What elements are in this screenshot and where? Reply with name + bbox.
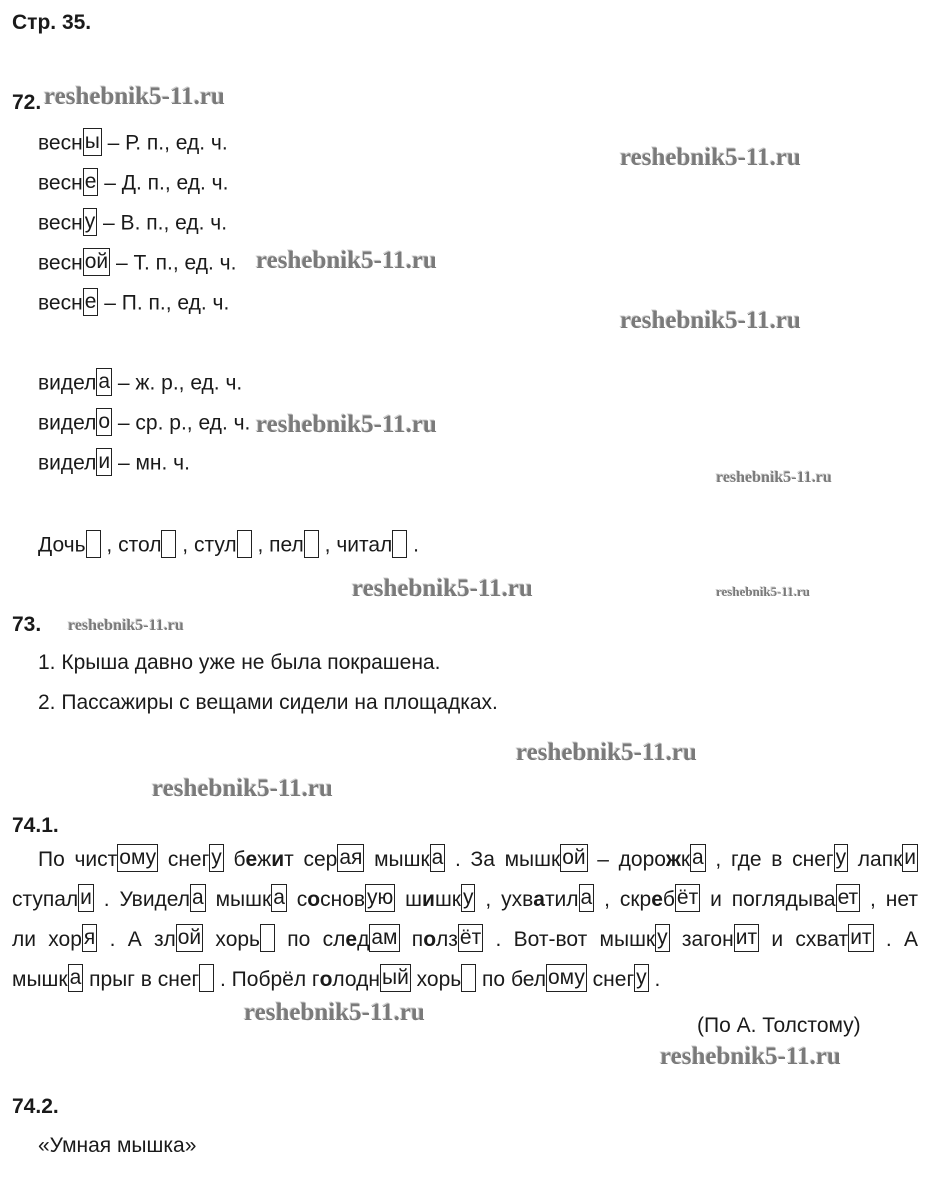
gender-description: – мн. ч. [117, 451, 190, 475]
watermark: reshebnik5-11.ru [620, 144, 801, 171]
case-description: – Д. п., ед. ч. [104, 171, 229, 195]
word-stem: весн [38, 251, 83, 275]
noun-row-1 [38, 132, 228, 156]
word: стул [193, 533, 237, 557]
word-stem: видел [38, 411, 97, 435]
verb-row-2 [38, 412, 250, 436]
word-stem: весн [38, 291, 83, 315]
ending-box: а [96, 368, 112, 396]
word-stem: видел [38, 371, 97, 395]
empty-ending-box [392, 530, 407, 558]
watermark: reshebnik5-11.ru [620, 307, 801, 334]
author-attribution: (По А. Толстому) [697, 1014, 861, 1037]
zero-ending-row [38, 534, 419, 558]
word: стол [118, 533, 162, 557]
noun-row-5 [38, 292, 229, 316]
word-stem: видел [38, 451, 97, 475]
watermark: reshebnik5-11.ru [716, 469, 832, 486]
watermark: reshebnik5-11.ru [516, 739, 697, 766]
watermark: reshebnik5-11.ru [152, 775, 333, 802]
exercise-number-74-1: 74.1. [12, 814, 59, 837]
comma: , [324, 533, 331, 557]
noun-row-4 [38, 252, 236, 276]
watermark: reshebnik5-11.ru [660, 1043, 841, 1070]
comma: , [257, 533, 264, 557]
ending-box: ой [83, 248, 110, 276]
case-description: – Р. п., ед. ч. [107, 131, 228, 155]
exercise-number-73: 73. [12, 613, 42, 636]
verb-row-3 [38, 452, 190, 476]
empty-ending-box [86, 530, 101, 558]
ending-box: и [96, 448, 112, 476]
word: Дочь [38, 533, 86, 557]
watermark: reshebnik5-11.ru [68, 617, 184, 634]
exercise-number-72: 72. [12, 91, 42, 114]
text-line-1: По чистому снегу бежит серая мышка . За мышкой – дорожка , где в снегу лапки [38, 846, 916, 871]
ending-box: у [83, 208, 98, 236]
case-description: – В. п., ед. ч. [103, 211, 228, 235]
ending-box: о [96, 408, 112, 436]
empty-ending-box [304, 530, 319, 558]
empty-ending-box [237, 530, 252, 558]
sentence-1: 1. Крыша давно уже не была покрашена. [38, 651, 441, 674]
text-line-3: ли хоря . А злой хорь по следам ползёт . Вот-вот мышку загонит и схватит . А [12, 926, 918, 951]
gender-description: – ж. р., ед. ч. [117, 371, 243, 395]
word-stem: весн [38, 131, 83, 155]
word: читал [336, 533, 393, 557]
word: пел [269, 533, 304, 557]
period: . [413, 533, 419, 557]
dictation-text [12, 840, 918, 1000]
case-description: – П. п., ед. ч. [104, 291, 230, 315]
text-line-4: мышка прыг в снег . Побрёл голодный хорь по белому снегу . [12, 966, 661, 991]
watermark: reshebnik5-11.ru [256, 247, 437, 274]
empty-ending-box [161, 530, 176, 558]
comma: , [182, 533, 189, 557]
ending-box: е [83, 168, 99, 196]
ending-box: е [83, 288, 99, 316]
text-line-2: ступали . Увидела мышка сосновую шишку , ухватила , скребёт и поглядывает , нет [12, 886, 918, 911]
comma: , [106, 533, 113, 557]
watermark: reshebnik5-11.ru [256, 411, 437, 438]
watermark: reshebnik5-11.ru [244, 999, 425, 1026]
ending-box: ы [83, 128, 102, 156]
word-stem: весн [38, 171, 83, 195]
sentence-2: 2. Пассажиры с вещами сидели на площадках. [38, 691, 498, 714]
watermark: reshebnik5-11.ru [44, 83, 225, 110]
noun-row-3 [38, 212, 227, 236]
word-stem: весн [38, 211, 83, 235]
exercise-number-74-2: 74.2. [12, 1095, 59, 1118]
verb-row-1 [38, 372, 242, 396]
story-title: «Умная мышка» [38, 1134, 197, 1157]
page-header: Стр. 35. [12, 11, 92, 34]
gender-description: – ср. р., ед. ч. [117, 411, 251, 435]
noun-row-2 [38, 172, 228, 196]
watermark: reshebnik5-11.ru [716, 584, 811, 599]
case-description: – Т. п., ед. ч. [115, 251, 237, 275]
watermark: reshebnik5-11.ru [352, 575, 533, 602]
